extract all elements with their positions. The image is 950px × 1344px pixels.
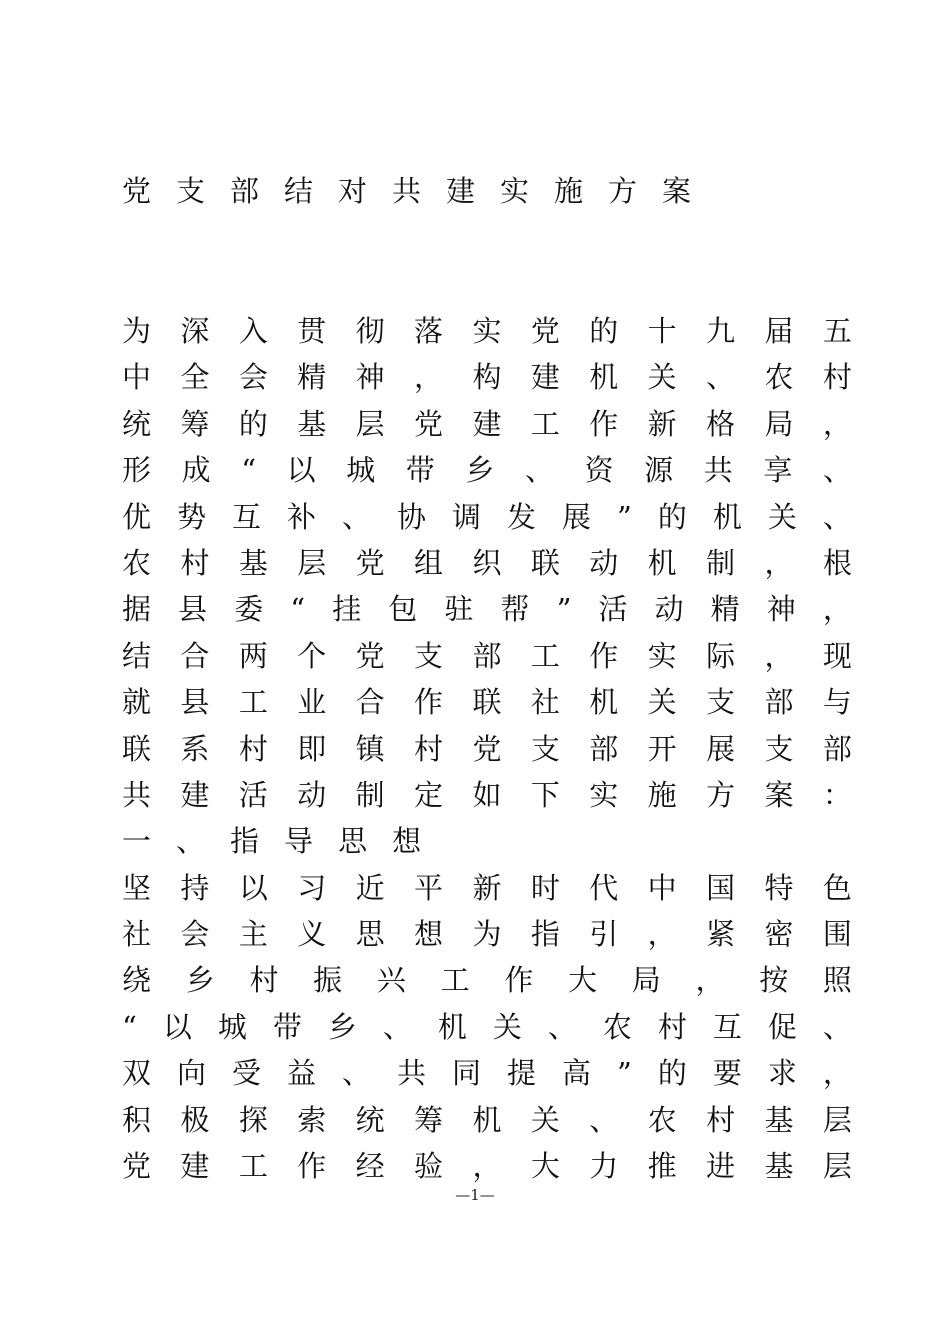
body-line: 社 会 主 义 思 想 为 指 引 ， 紧 密 围 [122,917,852,952]
body-line: 共 建 活 动 制 定 如 下 实 施 方 案 ： [122,777,852,812]
page-number: —1— [455,1186,495,1204]
body-line: 农 村 基 层 党 组 织 联 动 机 制 ， 根 [122,545,852,580]
body-line: 双 向 受 益 、 共 同 提 高 ” 的 要 求 ， [122,1056,852,1091]
body-line: 为 深 入 贯 彻 落 实 党 的 十 九 届 五 [122,314,852,348]
body-line: 党 建 工 作 经 验 ， 大 力 推 进 基 层 [122,1149,852,1184]
body-line: 结 合 两 个 党 支 部 工 作 实 际 ， 现 [122,638,852,673]
body-line: 绕 乡 村 振 兴 工 作 大 局 ， 按 照 [122,963,852,998]
body-line: 形 成 “ 以 城 带 乡 、 资 源 共 享 、 [122,453,852,488]
body-line: 据 县 委 “ 挂 包 驻 帮 ” 活 动 精 神 ， [122,592,852,627]
body-line: 统 筹 的 基 层 党 建 工 作 新 格 局 ， [122,406,852,441]
body-line: 优 势 互 补 、 协 调 发 展 ” 的 机 关 、 [122,499,852,534]
body-line: 积 极 探 索 统 筹 机 关 、 农 村 基 层 [122,1102,852,1137]
document-body [122,308,852,1189]
body-line: 就 县 工 业 合 作 联 社 机 关 支 部 与 [122,685,852,720]
body-line: 一 、 指 导 思 想 [122,824,422,859]
document-title: 党支部结对共建实施方案 [122,174,717,208]
body-line: “ 以 城 带 乡 、 机 关 、 农 村 互 促 、 [122,1009,852,1044]
body-line: 联 系 村 即 镇 村 党 支 部 开 展 支 部 [122,731,852,766]
body-line: 坚 持 以 习 近 平 新 时 代 中 国 特 色 [122,870,852,905]
body-line: 中 全 会 精 神 ， 构 建 机 关 、 农 村 [122,360,852,395]
